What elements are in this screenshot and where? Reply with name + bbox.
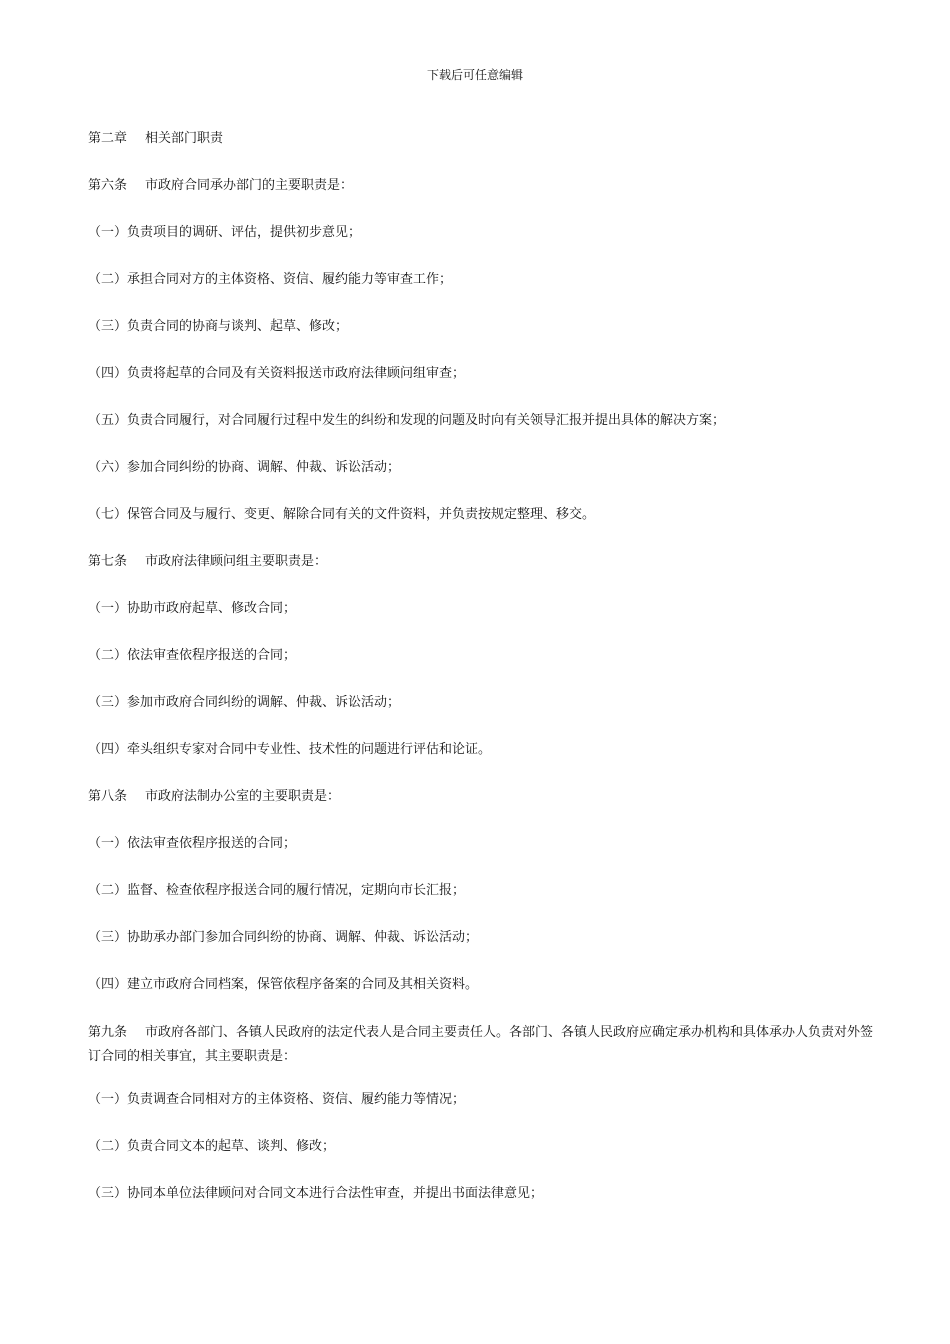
article-9-heading: [88, 1021, 878, 1069]
article-7-item: （二）依法审查依程序报送的合同；: [88, 648, 297, 663]
article-6-item: （五）负责合同履行，对合同履行过程中发生的纠纷和发现的问题及时向有关领导汇报并提出具体的解决方案；: [88, 413, 726, 428]
article-8-label: 第八条: [88, 789, 128, 804]
article-6-item: （三）负责合同的协商与谈判、起草、修改；: [88, 319, 349, 334]
article-6-item: （六）参加合同纠纷的协商、调解、仲裁、诉讼活动；: [88, 460, 401, 475]
article-9-item: （一）负责调查合同相对方的主体资格、资信、履约能力等情况；: [88, 1092, 466, 1107]
article-7-intro: 市政府法律顾问组主要职责是：: [145, 554, 328, 569]
page-header: 下载后可任意编辑: [426, 68, 523, 82]
article-8-item: （四）建立市政府合同档案，保管依程序备案的合同及其相关资料。: [88, 977, 479, 992]
document-body: [88, 128, 878, 1230]
article-9-label: 第九条: [88, 1025, 128, 1040]
article-7-item: （三）参加市政府合同纠纷的调解、仲裁、诉讼活动；: [88, 695, 401, 710]
article-8-item: （二）监督、检查依程序报送合同的履行情况，定期向市长汇报；: [88, 883, 466, 898]
article-7-label: 第七条: [88, 554, 128, 569]
article-8-heading: [88, 786, 878, 808]
article-8-item: （一）依法审查依程序报送的合同；: [88, 836, 297, 851]
chapter-heading: [88, 128, 878, 150]
article-6-item: （七）保管合同及与履行、变更、解除合同有关的文件资料，并负责按规定整理、移交。: [88, 507, 596, 522]
article-6-item: （四）负责将起草的合同及有关资料报送市政府法律顾问组审查；: [88, 366, 466, 381]
chapter-label: 第二章: [88, 131, 128, 146]
chapter-title: 相关部门职责: [145, 131, 224, 146]
article-6-item: （一）负责项目的调研、评估，提供初步意见；: [88, 225, 362, 240]
article-7-item: （一）协助市政府起草、修改合同；: [88, 601, 297, 616]
article-7-heading: [88, 551, 878, 573]
article-6-label: 第六条: [88, 178, 128, 193]
article-9-intro: 市政府各部门、各镇人民政府的法定代表人是合同主要责任人。各部门、各镇人民政府应确定承办机构和具体承办人负责对外签订合同的相关事宜，其主要职责是：: [88, 1025, 874, 1064]
article-9-item: （三）协同本单位法律顾问对合同文本进行合法性审查，并提出书面法律意见；: [88, 1186, 544, 1201]
article-6-intro: 市政府合同承办部门的主要职责是：: [145, 178, 354, 193]
article-9-item: （二）负责合同文本的起草、谈判、修改；: [88, 1139, 336, 1154]
article-6-heading: [88, 175, 878, 197]
article-8-intro: 市政府法制办公室的主要职责是：: [145, 789, 341, 804]
article-6-item: （二）承担合同对方的主体资格、资信、履约能力等审查工作；: [88, 272, 453, 287]
article-7-item: （四）牵头组织专家对合同中专业性、技术性的问题进行评估和论证。: [88, 742, 492, 757]
article-8-item: （三）协助承办部门参加合同纠纷的协商、调解、仲裁、诉讼活动；: [88, 930, 479, 945]
